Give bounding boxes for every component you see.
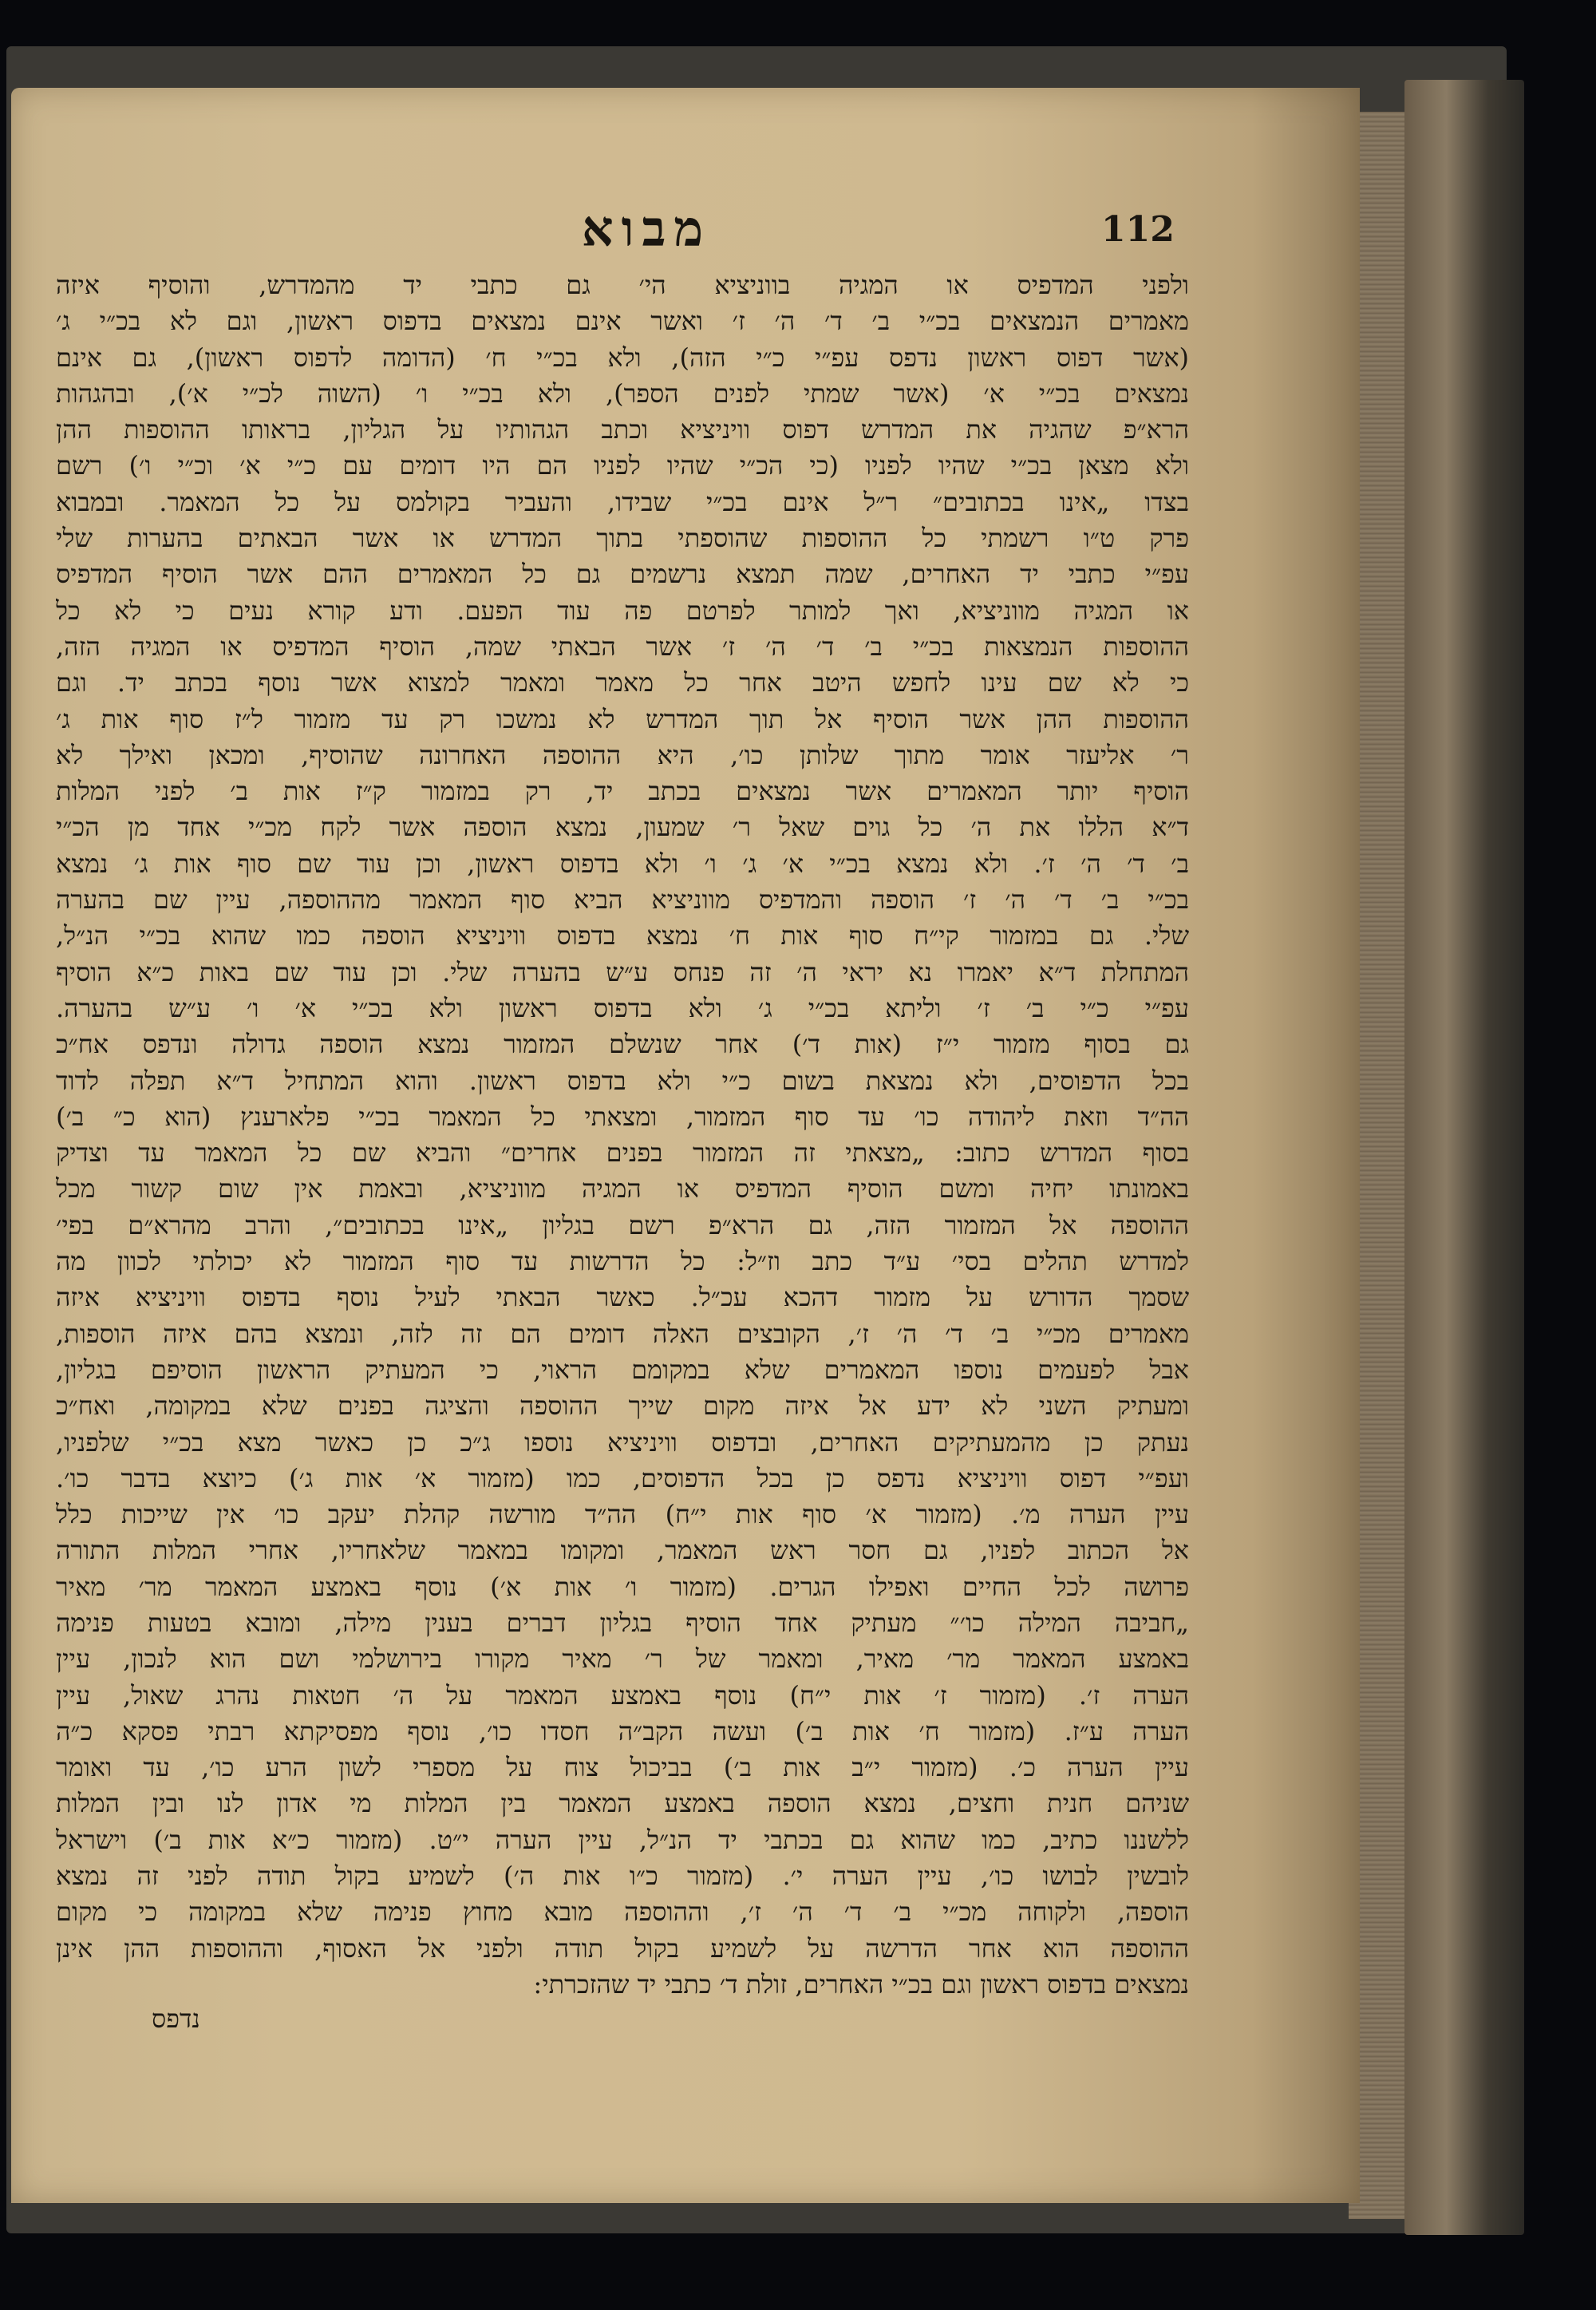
text-line: עפ״י כ״י ב׳ ז׳ וליתא בכ״י ג׳ ולא בדפוס ראשון ולא בכ״י א׳ ו׳ ע״ש בהערה. [56,992,1189,1023]
text-line: בסוף המדרש כתוב: „מצאתי זה המזמור בפנים אחרים״ והביא שם כל המאמר עד וצדיק [56,1137,1189,1169]
page-number: 112 [1101,209,1175,250]
text-line: עיין הערה כ׳. (מזמור י״ב אות ב׳) בביכול צוח על מספרי לשון הרע כו׳, עד ואומר [56,1752,1189,1783]
text-line: נמצאים בדפוס ראשון וגם בכ״י האחרים, זולת ד׳ כתבי יד שהזכרתי: [533,1968,1189,1999]
text-line: שניהם חנית וחצים, נמצא הוספה באמצע המאמר בין המלות מי אדון לנו ובין המלות [56,1788,1189,1819]
page-title: מבוא [581,200,712,258]
text-line: המתחלת ד״א יאמרו נא יראי ה׳ זה פנחס ע״ש בהערה שלי. וכן עוד שם באות כ״א הוסיף [56,956,1189,987]
text-line: באמונתו יחיה ומשם הוסיף המדפיס או המגיה מווניציא, ובאמת אין שום קשור מכל [56,1173,1189,1204]
text-line: ד״א הללו את ה׳ כל גוים שאל ר׳ שמעון, נמצא הוספה אשר לקח מכ״י אחד מן הכ״י [56,812,1189,843]
text-line: הוסיף יותר המאמרים אשר נמצאים בכתב יד, רק במזמור ק״ז אות ב׳ לפני המלות [56,776,1189,807]
text-line: מאמרים הנמצאים בכ״י ב׳ ד׳ ה׳ ז׳ ואשר אינם נמצאים בדפוס ראשון, וגם לא בכ״י ג׳ [56,306,1189,337]
text-line: הה״ד וזאת ליהודה כו׳ עד סוף המזמור, ומצאתי כל המאמר בכ״י פלארענץ (הוא כ״ ב׳) [56,1101,1189,1132]
text-line: או המגיה מווניציא, ואך למותר לפרטם פה עוד הפעם. ודע קורא נעים כי לא כל [56,595,1189,626]
text-line: הערה ע״ז. (מזמור ח׳ אות ב׳) ועשה הקב״ה חסדו כו׳, נוסף מפסיקתא רבתי פסקא כ״ה [56,1715,1189,1746]
text-line: שלי. גם במזמור קי״ח סוף אות ח׳ נמצא בדפוס וויניציא הוספה כמו שהוא בכ״י הנ״ל, [56,920,1189,951]
text-line: בצדו „אינו בכתובים״ ר״ל אינם בכ״י שבידו, והעביר בקולמס על כל המאמר. ובמבוא [56,486,1189,517]
text-line: פרושה לכל החיים ואפילו הגרים. (מזמור ו׳ אות א׳) נוסף באמצע המאמר מר׳ מאיר [56,1571,1189,1602]
text-line: הרא״פ שהגיה את המדרש דפוס וויניציא וכתב הגהותיו על הגליון, בראותו ההוספות ההן [56,414,1189,445]
text-line: ולא מצאן בכ״י שהיו לפניו (כי הכ״י שהיו לפניו הם היו דומים עם כ״י א׳ וכ״י ו׳) רשם [56,450,1189,481]
text-line: למדרש תהלים בסי׳ ע״ד כתב וז״ל: כל הדרשות עד סוף המזמור לא יכולתי לכוון מה [56,1246,1189,1277]
text-line: כי לא שם עינו לחפש היטב אחר כל מאמר ומאמר למצוא אשר נוסף בכתב יד. וגם [56,667,1189,698]
text-line: ההוספה הוא אחר הדרשה על לשמיע בקול תודה ולפני אל האסוף, וההוספות ההן אינן [56,1932,1189,1964]
text-line: ב׳ ד׳ ה׳ ז׳. ולא נמצא בכ״י א׳ ג׳ ו׳ ולא בדפוס ראשון, וכן עוד שם סוף אות ג׳ נמצא [56,848,1189,879]
text-line: עיין הערה מ׳. (מזמור א׳ סוף אות י״ח) הה״ד מורשה קהלת יעקב כו׳ אין שייכות כלל [56,1499,1189,1530]
text-line: ומעתיק השני לא ידע אל איזה מקום שייך ההוספה והציגה בפנים שלא במקומה, ואח״כ [56,1390,1189,1422]
text-line: עפ״י כתבי יד האחרים, שמה תמצא נרשמים גם כל המאמרים ההם אשר הוסיף המדפיס [56,559,1189,590]
text-line: ר׳ אליעזר אומר מתוך שלותן כו׳, היא ההוספה האחרונה שהוסיף, ומכאן ואילך לא [56,739,1189,770]
text-line: באמצע המאמר מר׳ מאיר, ומאמר של ר׳ מאיר מקורו בירושלמי ושם הוא לנכון, עיין [56,1644,1189,1675]
text-line: הוספה, ולקוחה מכ״י ב׳ ד׳ ה׳ ז׳, וההוספה מובא מחוץ פנימה שלא במקומה כי מקום [56,1897,1189,1928]
text-line: ללשננו כתיב, כמו שהוא גם בכתבי יד הנ״ל, עיין הערה י״ט. (מזמור כ״א אות ב׳) וישראל [56,1824,1189,1855]
catchword: נדפס [152,2003,200,2034]
text-line: ועפ״י דפוס וויניציא נדפס כן בכל הדפוסים, כמו (מזמור א׳ אות ג׳) כיוצא בדבר כו׳. [56,1462,1189,1493]
text-line: פרק ט״ו רשמתי כל ההוספות שהוספתי בתוך המדרש או אשר הבאתים בהערות שלי [56,523,1189,554]
text-line: אבל לפעמים נוספו המאמרים שלא במקומם הראוי, כי המעתיק הראשון הוסיפם בגליון, [56,1354,1189,1385]
text-line: ההוספות ההן אשר הוסיף אל תוך המדרש לא נמשכו רק עד מזמור ל״ז סוף אות ג׳ [56,703,1189,734]
text-line: גם בסוף מזמור י״ז (אות ד׳) אחר שנשלם המזמור נמצא הוספה גדולה ונדפס אח״כ [56,1029,1189,1060]
text-line: לובשין לבושו כו׳, עיין הערה י׳. (מזמור כ״ו אות ה׳) לשמיע בקול תודה לפני זה נמצא [56,1861,1189,1892]
text-line: מאמרים מכ״י ב׳ ד׳ ה׳ ז׳, הקובצים האלה דומים הם זה לזה, ונמצא בהם איזה הוספות, [56,1318,1189,1349]
text-line: אל הכתוב לפניו, גם חסר ראש המאמר, ומקומו במאמר שלאחריו, אחרי המלות התורה [56,1535,1189,1566]
text-line: הערה ז׳. (מזמור ז׳ אות י״ח) נוסף באמצע המאמר על ה׳ חטאות נהרג שאול, עיין [56,1679,1189,1711]
text-line: ההוספה אל המזמור הזה, גם הרא״פ רשם בגליון „אינו בכתובים״, והרב מהרא״ם בפי׳ [56,1209,1189,1240]
text-line: ולפני המדפיס או המגיה בווניציא הי׳ גם כתבי יד מהמדרש, והוסיף איזה [56,270,1189,300]
text-line: נמצאים בכ״י א׳ (אשר שמתי לפנים הספר), ולא בכ״י ו׳ (השוה לכ״י א׳), ובהגהות [56,378,1189,409]
text-line: בכ״י ב׳ ד׳ ה׳ ז׳ הוספה והמדפיס מווניציא הביא סוף המאמר מההוספה, עיין שם בהערה [56,884,1189,916]
text-line: שסמך הדורש על מזמור דהכא עכ״ל. כאשר הבאתי לעיל נוסף בדפוס וויניציא איזה [56,1282,1189,1313]
text-line: נעתק כן מהמעתיקים האחרים, ובדפוס וויניציא נוספו ג״כ כן כאשר מצא בכ״י שלפניו, [56,1426,1189,1458]
text-line: (אשר דפוס ראשון נדפס עפ״י כ״י הזה), ולא בכ״י ח׳ (הדומה לדפוס ראשון), גם אינם [56,342,1189,373]
book-page-edges [1404,80,1524,2235]
text-line: ההוספות הנמצאות בכ״י ב׳ ד׳ ה׳ ז׳ אשר הבאתי שמה, הוסיף המדפיס או המגיה הזה, [56,631,1189,662]
body-text [56,267,1189,2003]
text-line: „חביבה המילה כו׳״ מעתיק אחד הוסיף בגליון דברים בענין מילה, ומובא בטעות פנימה [56,1607,1189,1638]
text-line: בכל הדפוסים, ולא נמצאת בשום כ״י ולא בדפוס ראשון. והוא המתחיל ד״א תפלה לדוד [56,1065,1189,1096]
